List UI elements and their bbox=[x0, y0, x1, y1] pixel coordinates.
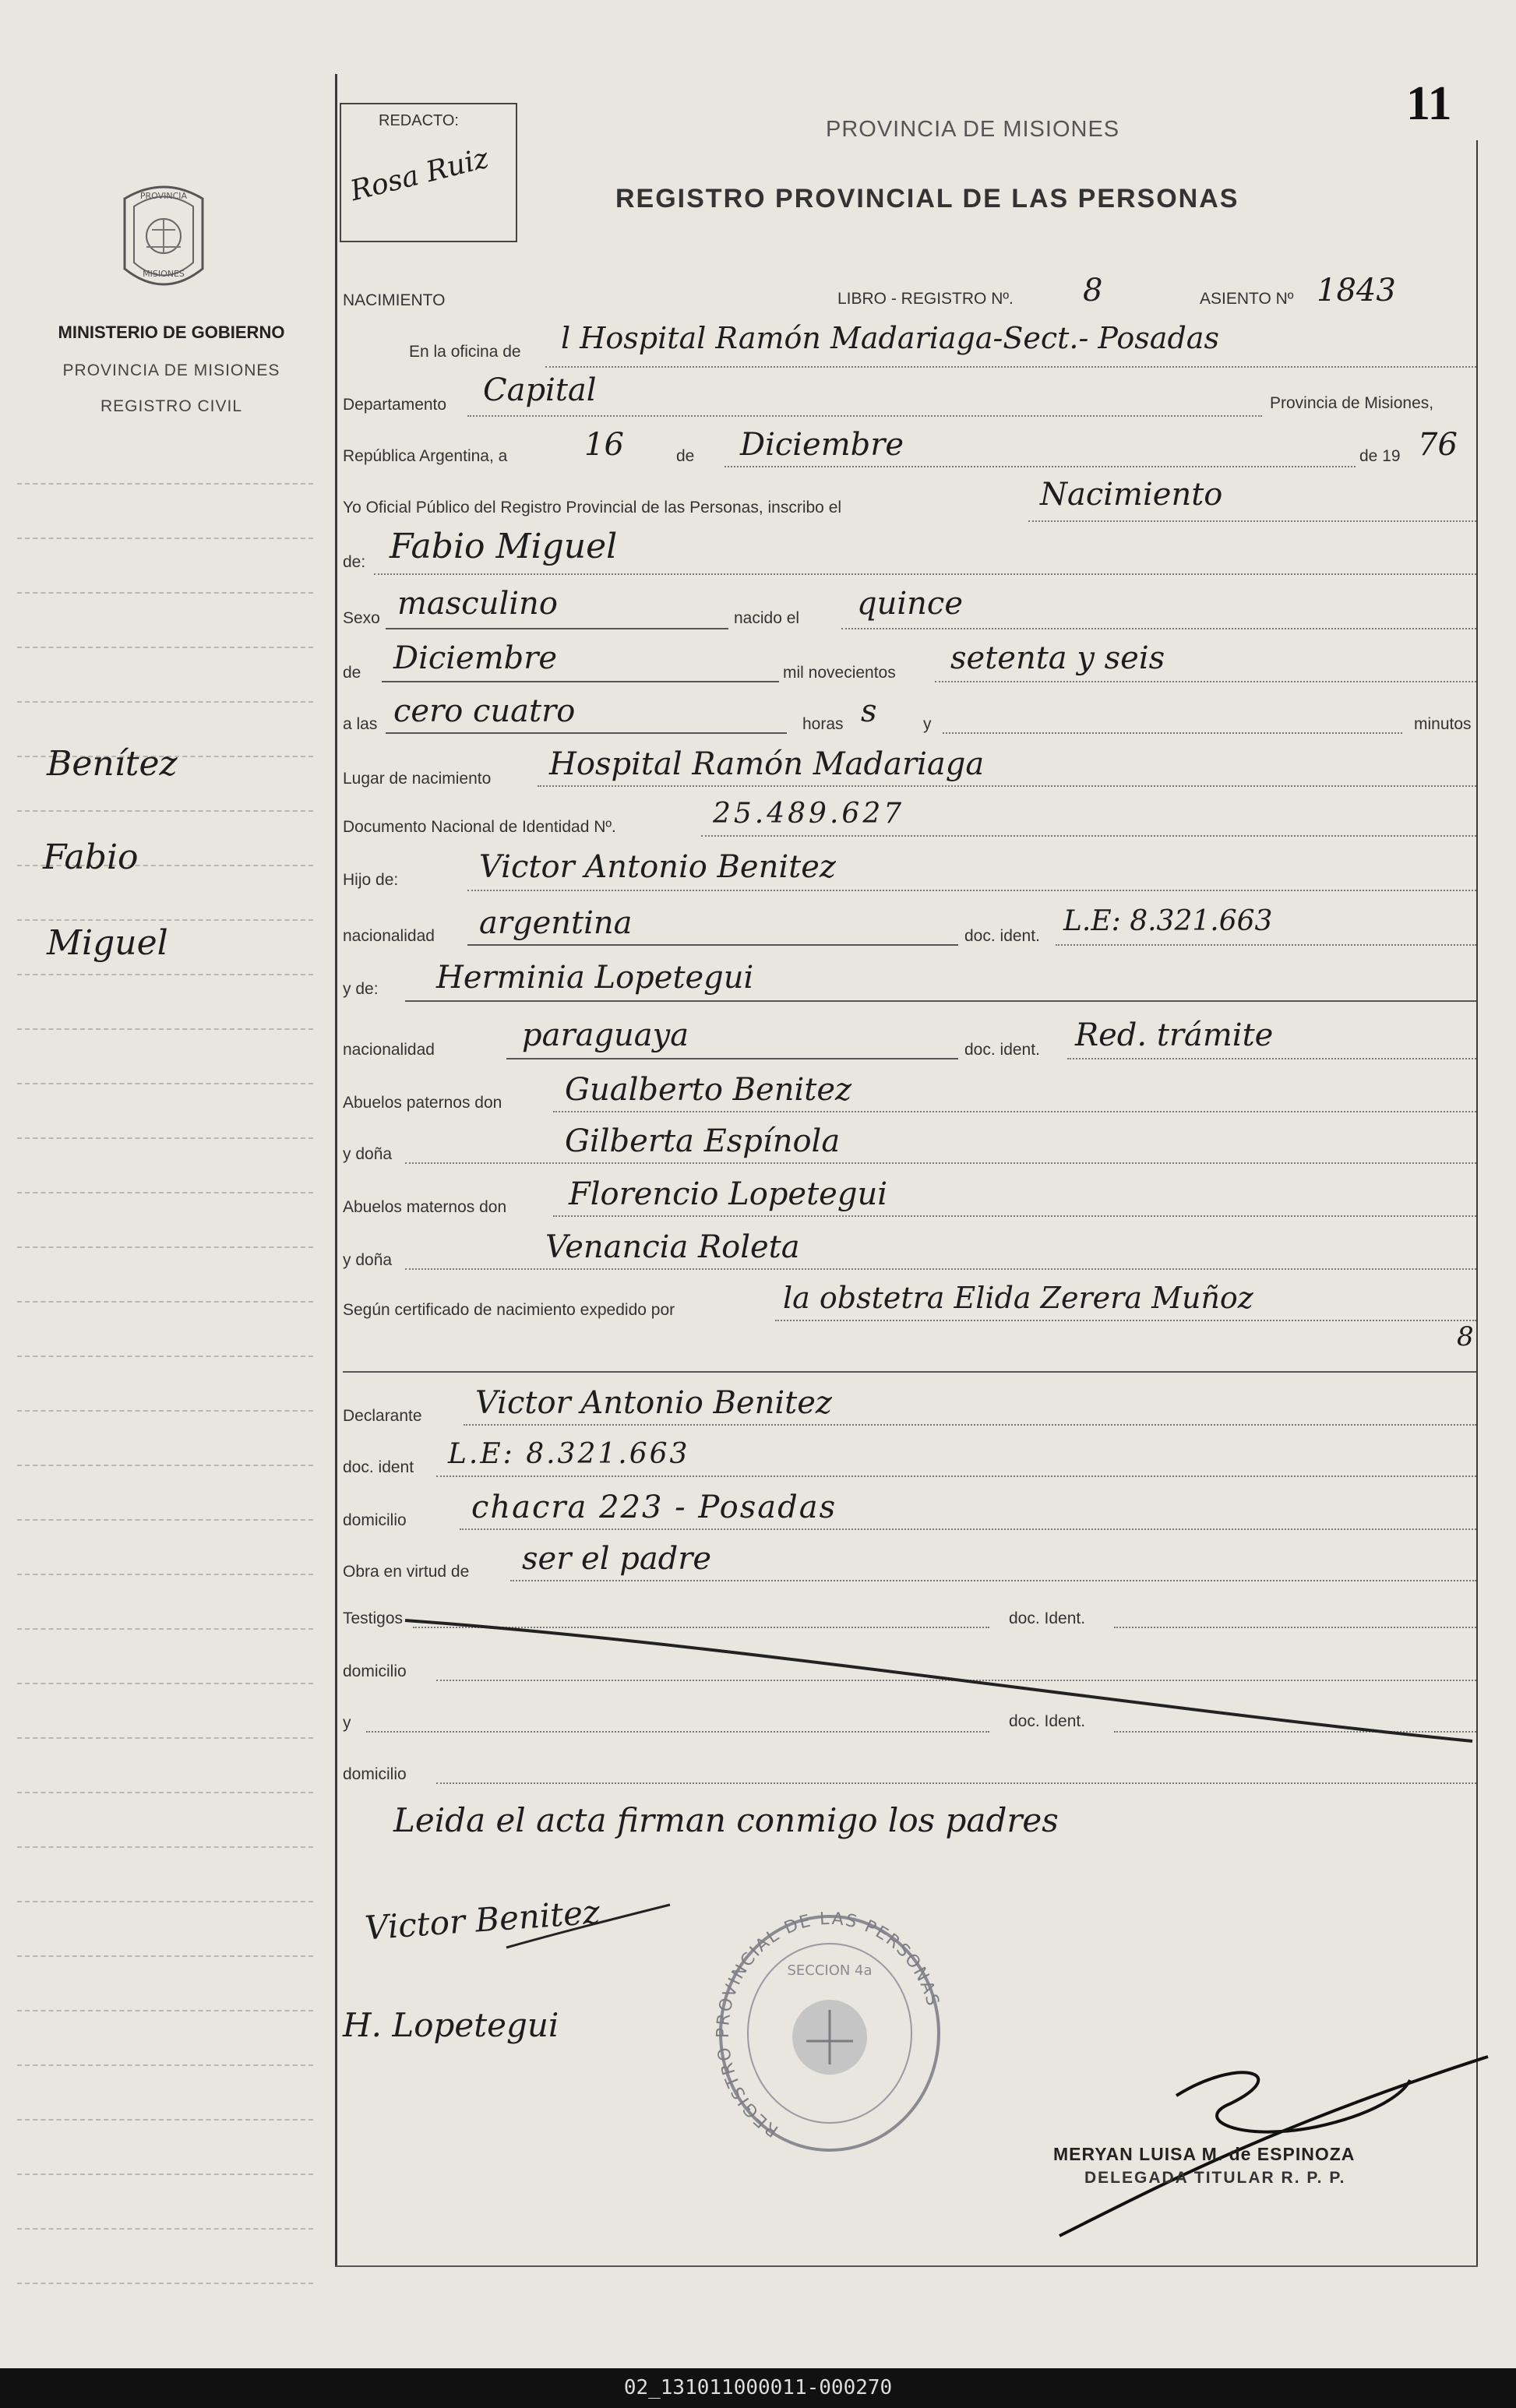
horas-label: horas bbox=[802, 715, 844, 733]
domicilio2-label: domicilio bbox=[343, 1662, 407, 1680]
abp2-value: Gilberta Espínola bbox=[565, 1123, 841, 1159]
image-id-footer bbox=[0, 2368, 1516, 2408]
leida-note: Leida el acta firman conmigo los padres bbox=[393, 1801, 1059, 1839]
doc3-label: doc. Ident. bbox=[1009, 1609, 1086, 1627]
domicilio-value: chacra 223 - Posadas bbox=[471, 1490, 837, 1525]
nacido-label: nacido el bbox=[734, 609, 800, 627]
nombre-value: Fabio Miguel bbox=[390, 527, 618, 566]
docdecl-line bbox=[436, 1475, 1476, 1477]
nac-year-line bbox=[935, 681, 1476, 682]
oficina-label: En la oficina de bbox=[409, 343, 521, 361]
libro-label: LIBRO - REGISTRO Nº. bbox=[837, 290, 1014, 308]
docdecl-value: L.E: 8.321.663 bbox=[448, 1438, 690, 1470]
departamento-line bbox=[467, 415, 1262, 417]
libro-value: 8 bbox=[1083, 273, 1103, 308]
y2-label: y bbox=[343, 1714, 351, 1732]
nac-month-line bbox=[382, 681, 779, 682]
seal-bottom-text: MISIONES bbox=[143, 269, 185, 279]
segun-value: la obstetra Elida Zerera Muñoz bbox=[783, 1281, 1253, 1315]
section-divider bbox=[343, 1371, 1476, 1373]
padre-value: Victor Antonio Benitez bbox=[479, 849, 836, 885]
domicilio-label: domicilio bbox=[343, 1511, 407, 1529]
segun-label: Según certificado de nacimiento expedido por bbox=[343, 1301, 675, 1319]
oficina-value: l Hospital Ramón Madariaga-Sect.- Posadas bbox=[561, 321, 1219, 355]
oficial-line bbox=[1028, 520, 1476, 522]
abm2-line bbox=[405, 1268, 1476, 1270]
day-value: 16 bbox=[584, 427, 624, 463]
stamp-ring-text: REGISTRO PROVINCIAL DE LAS PERSONAS bbox=[713, 1909, 943, 2141]
year-label: de 19 bbox=[1359, 447, 1401, 465]
seal-top-text: PROVINCIA bbox=[139, 191, 188, 201]
bottom-divider bbox=[335, 2265, 1478, 2267]
margin-note-first-name: Fabio bbox=[43, 837, 139, 877]
abm-label: Abuelos maternos don bbox=[343, 1198, 507, 1216]
lugar-label: Lugar de nacimiento bbox=[343, 770, 492, 788]
nac2-label: nacionalidad bbox=[343, 1041, 435, 1059]
inscribo-value: Nacimiento bbox=[1040, 477, 1223, 513]
obra-line bbox=[510, 1580, 1476, 1581]
dni-line bbox=[701, 835, 1476, 837]
de2-label: de: bbox=[343, 553, 366, 571]
abp-line bbox=[553, 1111, 1476, 1112]
abp-value: Gualberto Benitez bbox=[565, 1072, 852, 1108]
madre-value: Herminia Lopetegui bbox=[436, 960, 754, 996]
doc1-label: doc. ident. bbox=[964, 927, 1040, 945]
nac-year-value: setenta y seis bbox=[950, 640, 1165, 676]
sexo-label: Sexo bbox=[343, 609, 380, 627]
right-frame-line bbox=[1476, 140, 1478, 2267]
mil-label: mil novecientos bbox=[783, 664, 896, 682]
nacido-line bbox=[841, 628, 1476, 629]
lugar-line bbox=[538, 785, 1476, 787]
declarante-line bbox=[464, 1424, 1476, 1426]
left-province-label: PROVINCIA DE MISIONES bbox=[62, 361, 280, 379]
month-value: Diciembre bbox=[740, 427, 904, 463]
hora-line bbox=[386, 732, 787, 734]
dni-label: Documento Nacional de Identidad Nº. bbox=[343, 818, 616, 836]
nac1-line bbox=[467, 944, 958, 946]
nacido-value: quince bbox=[857, 586, 963, 622]
asiento-value: 1843 bbox=[1317, 273, 1396, 308]
official-signature bbox=[1036, 2010, 1504, 2251]
year-value: 76 bbox=[1418, 427, 1458, 463]
de3-label: de bbox=[343, 664, 361, 682]
margin-note-surname: Benítez bbox=[47, 744, 178, 784]
lugar-value: Hospital Ramón Madariaga bbox=[549, 746, 985, 782]
domicilio3-line bbox=[436, 1782, 1476, 1784]
ydona2-label: y doña bbox=[343, 1251, 393, 1269]
segun-extra-mark: 8 bbox=[1457, 1321, 1474, 1352]
redacto-box bbox=[340, 103, 517, 242]
official-role: DELEGADA TITULAR R. P. P. bbox=[1084, 2169, 1346, 2187]
signature-father: Victor Benitez bbox=[363, 1892, 601, 1948]
redacto-label: REDACTO: bbox=[379, 112, 459, 129]
horas-value: s bbox=[861, 693, 877, 729]
docdecl-label: doc. ident bbox=[343, 1458, 414, 1476]
left-frame-line bbox=[335, 74, 337, 2267]
doc2-label: doc. ident. bbox=[964, 1041, 1040, 1059]
departamento-value: Capital bbox=[483, 372, 597, 408]
nac1-value: argentina bbox=[479, 905, 633, 941]
oficina-line bbox=[545, 366, 1476, 368]
domicilio3-label: domicilio bbox=[343, 1765, 407, 1783]
footer-id: 02_131011000011-000270 bbox=[623, 2376, 893, 2399]
de-label: de bbox=[676, 447, 695, 465]
obra-value: ser el padre bbox=[522, 1541, 712, 1577]
hijo-label: Hijo de: bbox=[343, 871, 399, 889]
testigos-label: Testigos bbox=[343, 1609, 404, 1627]
stamp-inner-text: SECCION 4a bbox=[787, 1962, 873, 1979]
ydona1-label: y doña bbox=[343, 1145, 393, 1163]
nombre-line bbox=[374, 573, 1476, 575]
segun-line bbox=[775, 1320, 1476, 1321]
official-round-stamp bbox=[713, 1909, 947, 2158]
sexo-line bbox=[386, 628, 728, 629]
obra-label: Obra en virtud de bbox=[343, 1563, 470, 1581]
doc2-value: Red. trámite bbox=[1075, 1017, 1274, 1053]
nac-month-value: Diciembre bbox=[393, 640, 558, 676]
abm-line bbox=[553, 1215, 1476, 1217]
page-number: 11 bbox=[1406, 77, 1452, 130]
declarante-label: Declarante bbox=[343, 1407, 422, 1425]
doc4-label: doc. Ident. bbox=[1009, 1712, 1086, 1730]
redacto-signature: Rosa Ruiz bbox=[347, 142, 492, 208]
left-registry-label: REGISTRO CIVIL bbox=[100, 397, 243, 415]
padre-line bbox=[467, 890, 1476, 891]
republica-line bbox=[725, 466, 1356, 467]
oficial-label: Yo Oficial Público del Registro Provincial de las Personas, inscribo el bbox=[343, 499, 842, 517]
margin-note-second-name: Miguel bbox=[47, 923, 168, 963]
nac2-value: paraguaya bbox=[522, 1017, 689, 1053]
government-seal bbox=[109, 175, 218, 304]
provincia-label: Provincia de Misiones, bbox=[1270, 394, 1434, 412]
doc1-value: L.E: 8.321.663 bbox=[1063, 905, 1273, 937]
testigos-strikeout bbox=[343, 1605, 1480, 1745]
madre-line bbox=[405, 1000, 1476, 1002]
departamento-label: Departamento bbox=[343, 396, 447, 414]
abm-value: Florencio Lopetegui bbox=[569, 1176, 888, 1212]
hora-value: cero cuatro bbox=[393, 693, 576, 729]
republica-label: República Argentina, a bbox=[343, 447, 508, 465]
alas-label: a las bbox=[343, 715, 378, 733]
nac1-label: nacionalidad bbox=[343, 927, 435, 945]
header-title: REGISTRO PROVINCIAL DE LAS PERSONAS bbox=[615, 184, 1239, 213]
minutos-line bbox=[943, 732, 1402, 734]
doc1-line bbox=[1056, 944, 1476, 946]
sexo-value: masculino bbox=[397, 586, 558, 622]
abp2-line bbox=[405, 1162, 1476, 1164]
nac2-line bbox=[506, 1058, 958, 1059]
ministry-label: MINISTERIO DE GOBIERNO bbox=[58, 323, 285, 342]
record-type-label: NACIMIENTO bbox=[343, 291, 446, 309]
signature-mother: H. Lopetegui bbox=[343, 2006, 559, 2044]
doc2-line bbox=[1067, 1058, 1476, 1059]
yde-label: y de: bbox=[343, 980, 379, 998]
abm2-value: Venancia Roleta bbox=[545, 1229, 800, 1265]
signature-father-flourish bbox=[499, 1901, 678, 1963]
asiento-label: ASIENTO Nº bbox=[1200, 290, 1294, 308]
minutos-label: minutos bbox=[1414, 715, 1472, 733]
declarante-value: Victor Antonio Benitez bbox=[475, 1385, 832, 1421]
abp-label: Abuelos paternos don bbox=[343, 1094, 502, 1112]
domicilio-line bbox=[460, 1528, 1476, 1530]
official-name: MERYAN LUISA M. de ESPINOZA bbox=[1053, 2144, 1356, 2164]
dni-value: 25.489.627 bbox=[713, 798, 905, 830]
y-label: y bbox=[923, 715, 932, 733]
header-province: PROVINCIA DE MISIONES bbox=[826, 117, 1120, 142]
